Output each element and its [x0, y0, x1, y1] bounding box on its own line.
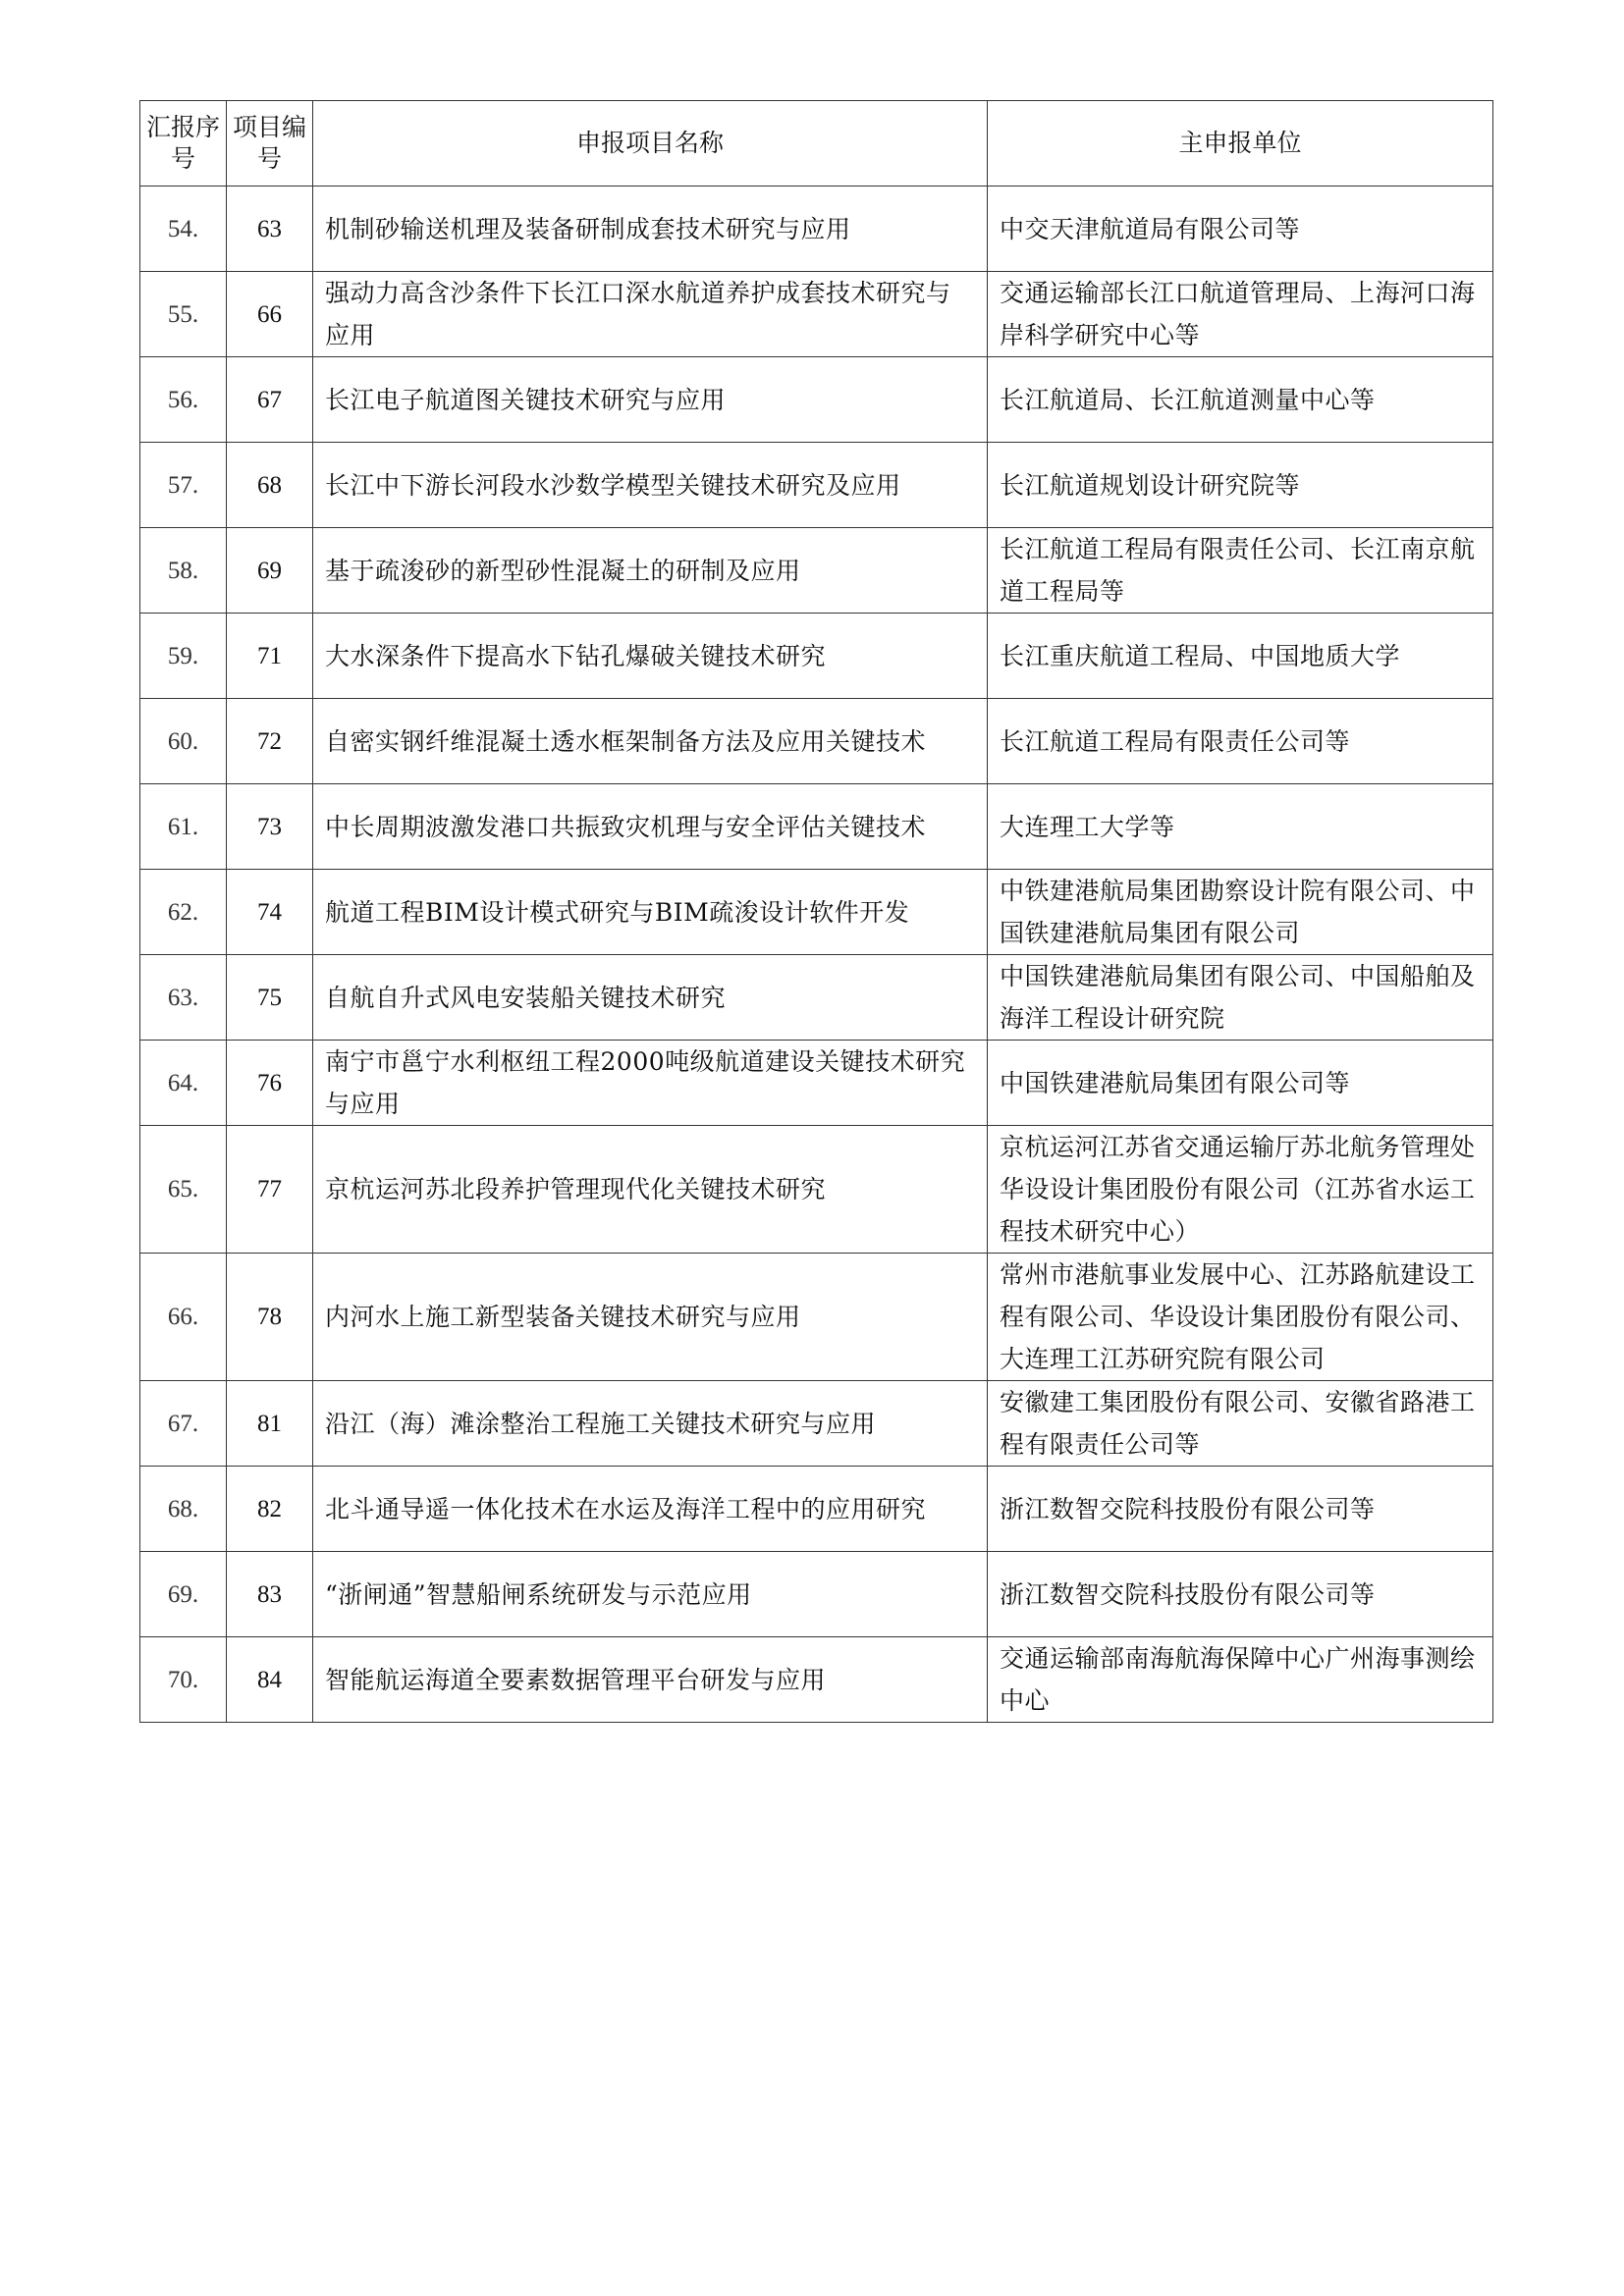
cell-seq: 62.	[140, 870, 227, 955]
cell-unit: 常州市港航事业发展中心、江苏路航建设工程有限公司、华设设计集团股份有限公司、大连理工江苏研究院有限公司	[988, 1254, 1493, 1381]
project-table	[139, 100, 1493, 1723]
cell-seq: 68.	[140, 1467, 227, 1552]
cell-unit: 长江重庆航道工程局、中国地质大学	[988, 614, 1493, 699]
table-row	[140, 1041, 1493, 1126]
cell-unit: 中国铁建港航局集团有限公司等	[988, 1041, 1493, 1126]
table-row	[140, 1637, 1493, 1723]
cell-project-name: 自航自升式风电安装船关键技术研究	[313, 955, 988, 1041]
table-row	[140, 699, 1493, 784]
header-report-seq: 汇报序号	[140, 101, 227, 187]
cell-unit: 京杭运河江苏省交通运输厅苏北航务管理处 华设设计集团股份有限公司（江苏省水运工程技术研究中心）	[988, 1126, 1493, 1254]
cell-project-name: 南宁市邕宁水利枢纽工程2000吨级航道建设关键技术研究与应用	[313, 1041, 988, 1126]
cell-project-name: 机制砂输送机理及装备研制成套技术研究与应用	[313, 187, 988, 272]
table-row	[140, 614, 1493, 699]
cell-unit: 中铁建港航局集团勘察设计院有限公司、中国铁建港航局集团有限公司	[988, 870, 1493, 955]
cell-project-name: 智能航运海道全要素数据管理平台研发与应用	[313, 1637, 988, 1723]
cell-code: 77	[227, 1126, 313, 1254]
cell-seq: 65.	[140, 1126, 227, 1254]
cell-unit: 大连理工大学等	[988, 784, 1493, 870]
cell-code: 74	[227, 870, 313, 955]
cell-project-name: 中长周期波激发港口共振致灾机理与安全评估关键技术	[313, 784, 988, 870]
cell-code: 75	[227, 955, 313, 1041]
table-row	[140, 870, 1493, 955]
table-row	[140, 272, 1493, 357]
cell-seq: 56.	[140, 357, 227, 443]
table-row	[140, 1467, 1493, 1552]
cell-seq: 55.	[140, 272, 227, 357]
cell-project-name: 基于疏浚砂的新型砂性混凝土的研制及应用	[313, 528, 988, 614]
cell-project-name: 强动力高含沙条件下长江口深水航道养护成套技术研究与应用	[313, 272, 988, 357]
cell-unit: 长江航道规划设计研究院等	[988, 443, 1493, 528]
header-project-name: 申报项目名称	[313, 101, 988, 187]
table-row	[140, 955, 1493, 1041]
cell-unit: 浙江数智交院科技股份有限公司等	[988, 1467, 1493, 1552]
table-row	[140, 1126, 1493, 1254]
cell-code: 76	[227, 1041, 313, 1126]
cell-code: 83	[227, 1552, 313, 1637]
cell-seq: 63.	[140, 955, 227, 1041]
cell-project-name: 长江中下游长河段水沙数学模型关键技术研究及应用	[313, 443, 988, 528]
cell-project-name: 航道工程BIM设计模式研究与BIM疏浚设计软件开发	[313, 870, 988, 955]
table-row	[140, 1552, 1493, 1637]
cell-unit: 长江航道工程局有限责任公司等	[988, 699, 1493, 784]
cell-seq: 67.	[140, 1381, 227, 1467]
cell-seq: 60.	[140, 699, 227, 784]
cell-code: 69	[227, 528, 313, 614]
cell-unit: 长江航道局、长江航道测量中心等	[988, 357, 1493, 443]
cell-project-name: 长江电子航道图关键技术研究与应用	[313, 357, 988, 443]
cell-project-name: “浙闸通”智慧船闸系统研发与示范应用	[313, 1552, 988, 1637]
cell-seq: 58.	[140, 528, 227, 614]
header-main-unit: 主申报单位	[988, 101, 1493, 187]
cell-seq: 57.	[140, 443, 227, 528]
cell-code: 72	[227, 699, 313, 784]
cell-code: 81	[227, 1381, 313, 1467]
cell-project-name: 京杭运河苏北段养护管理现代化关键技术研究	[313, 1126, 988, 1254]
table-row	[140, 443, 1493, 528]
cell-code: 63	[227, 187, 313, 272]
table-header-row	[140, 101, 1493, 187]
cell-code: 78	[227, 1254, 313, 1381]
cell-unit: 安徽建工集团股份有限公司、安徽省路港工程有限责任公司等	[988, 1381, 1493, 1467]
cell-project-name: 北斗通导遥一体化技术在水运及海洋工程中的应用研究	[313, 1467, 988, 1552]
cell-seq: 59.	[140, 614, 227, 699]
cell-seq: 64.	[140, 1041, 227, 1126]
cell-seq: 61.	[140, 784, 227, 870]
table-row	[140, 357, 1493, 443]
cell-unit: 交通运输部长江口航道管理局、上海河口海岸科学研究中心等	[988, 272, 1493, 357]
cell-code: 84	[227, 1637, 313, 1723]
cell-seq: 66.	[140, 1254, 227, 1381]
cell-unit: 浙江数智交院科技股份有限公司等	[988, 1552, 1493, 1637]
header-project-code: 项目编号	[227, 101, 313, 187]
cell-code: 82	[227, 1467, 313, 1552]
cell-project-name: 大水深条件下提高水下钻孔爆破关键技术研究	[313, 614, 988, 699]
cell-code: 68	[227, 443, 313, 528]
cell-code: 71	[227, 614, 313, 699]
cell-unit: 中交天津航道局有限公司等	[988, 187, 1493, 272]
table-row	[140, 1381, 1493, 1467]
cell-code: 66	[227, 272, 313, 357]
cell-code: 73	[227, 784, 313, 870]
table-row	[140, 528, 1493, 614]
cell-project-name: 沿江（海）滩涂整治工程施工关键技术研究与应用	[313, 1381, 988, 1467]
table-row	[140, 1254, 1493, 1381]
table-row	[140, 187, 1493, 272]
cell-project-name: 内河水上施工新型装备关键技术研究与应用	[313, 1254, 988, 1381]
cell-project-name: 自密实钢纤维混凝土透水框架制备方法及应用关键技术	[313, 699, 988, 784]
cell-seq: 54.	[140, 187, 227, 272]
table-row	[140, 784, 1493, 870]
cell-unit: 中国铁建港航局集团有限公司、中国船舶及海洋工程设计研究院	[988, 955, 1493, 1041]
cell-seq: 69.	[140, 1552, 227, 1637]
cell-code: 67	[227, 357, 313, 443]
cell-unit: 长江航道工程局有限责任公司、长江南京航道工程局等	[988, 528, 1493, 614]
cell-unit: 交通运输部南海航海保障中心广州海事测绘中心	[988, 1637, 1493, 1723]
cell-seq: 70.	[140, 1637, 227, 1723]
